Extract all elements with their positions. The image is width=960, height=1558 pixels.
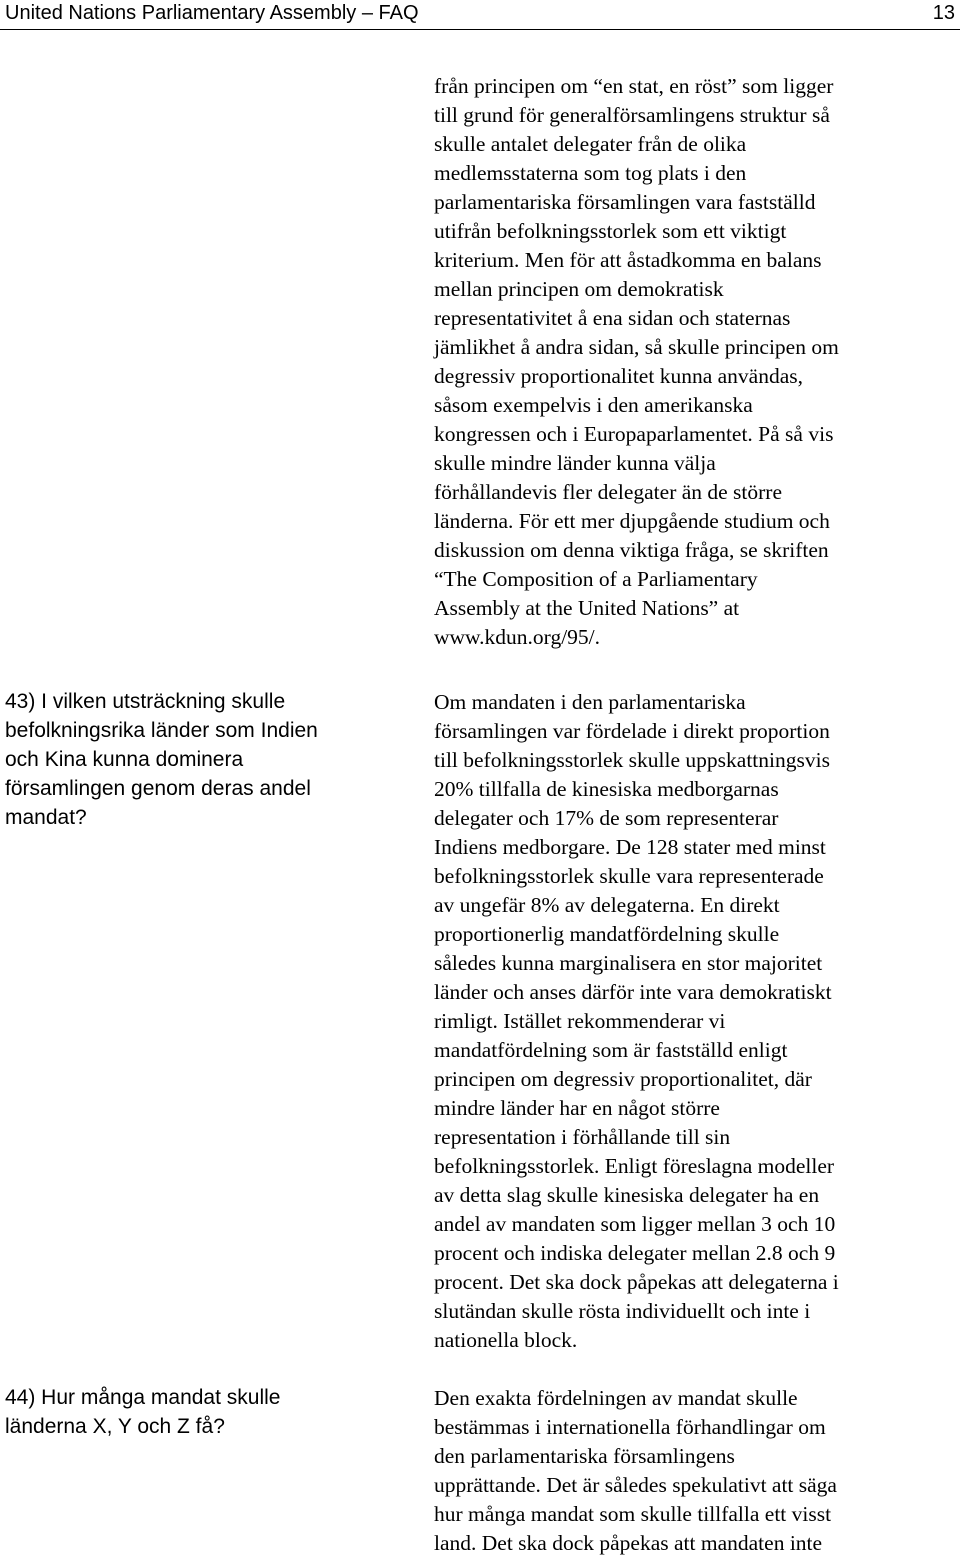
text-line: länderna. För ett mer djupgående studium och bbox=[434, 509, 830, 533]
text-line: Assembly at the United Nations” at bbox=[434, 596, 740, 620]
text-line: degressiv proportionalitet kunna användas, bbox=[434, 364, 803, 388]
text-line: principen om degressiv proportionalitet, där bbox=[434, 1067, 812, 1091]
text-line: mellan principen om demokratisk bbox=[434, 277, 724, 301]
answer-44 bbox=[434, 1384, 934, 1558]
text-line: utifrån befolkningsstorlek som ett viktigt bbox=[434, 219, 787, 243]
text-line: skulle mindre länder kunna välja bbox=[434, 451, 716, 475]
text-line: Indiens medborgare. De 128 stater med minst bbox=[434, 835, 826, 859]
text-line: länder och anses därför inte vara demokratiskt bbox=[434, 980, 832, 1004]
text-line: upprättande. Det är således spekulativt att säga bbox=[434, 1473, 837, 1497]
text-line: hur många mandat som skulle tillfalla ett visst bbox=[434, 1502, 832, 1526]
text-line: land. Det ska dock påpekas att mandaten inte bbox=[434, 1531, 823, 1555]
text-line: mandatfördelning som är fastställd enligt bbox=[434, 1038, 788, 1062]
text-line: diskussion om denna viktiga fråga, se skriften bbox=[434, 538, 829, 562]
question-line: och Kina kunna dominera bbox=[5, 748, 244, 771]
text-line: Om mandaten i den parlamentariska bbox=[434, 690, 746, 714]
text-line: representation i förhållande till sin bbox=[434, 1125, 731, 1149]
question-44 bbox=[5, 1383, 400, 1441]
question-line: länderna X, Y och Z få? bbox=[5, 1415, 225, 1438]
text-line: Den exakta fördelningen av mandat skulle bbox=[434, 1386, 798, 1410]
text-line: medlemsstaterna som tog plats i den bbox=[434, 161, 747, 185]
text-line: www.kdun.org/95/. bbox=[434, 625, 601, 649]
text-line: kriterium. Men för att åstadkomma en balans bbox=[434, 248, 822, 272]
text-line: andel av mandaten som ligger mellan 3 och 10 bbox=[434, 1212, 836, 1236]
text-line: bestämmas i internationella förhandlingar om bbox=[434, 1415, 826, 1439]
text-line: jämlikhet å andra sidan, så skulle principen om bbox=[434, 335, 839, 359]
question-line: mandat? bbox=[5, 806, 87, 829]
text-line: representativitet å ena sidan och staternas bbox=[434, 306, 791, 330]
question-line: 44) Hur många mandat skulle bbox=[5, 1386, 281, 1409]
text-line: procent och indiska delegater mellan 2.8 och 9 bbox=[434, 1241, 836, 1265]
text-line: till befolkningsstorlek skulle uppskattningsvis bbox=[434, 748, 830, 772]
text-line: till grund för generalförsamlingens struktur så bbox=[434, 103, 830, 127]
text-line: av ungefär 8% av delegaterna. En direkt bbox=[434, 893, 780, 917]
question-line: befolkningsrika länder som Indien bbox=[5, 719, 318, 742]
text-line: rimligt. Istället rekommenderar vi bbox=[434, 1009, 726, 1033]
answer-43 bbox=[434, 688, 934, 1355]
page-header bbox=[0, 0, 960, 28]
text-line: den parlamentariska församlingens bbox=[434, 1444, 735, 1468]
text-line: parlamentariska församlingen vara fastställd bbox=[434, 190, 816, 214]
continued-answer-paragraph bbox=[434, 72, 934, 652]
text-line: delegater och 17% de som representerar bbox=[434, 806, 779, 830]
text-line: proportionerlig mandatfördelning skulle bbox=[434, 922, 780, 946]
text-line: slutändan skulle rösta individuellt och inte i bbox=[434, 1299, 811, 1323]
text-line: procent. Det ska dock påpekas att delegaterna i bbox=[434, 1270, 839, 1294]
text-line: 20% tillfalla de kinesiska medborgarnas bbox=[434, 777, 779, 801]
text-line: förhållandevis fler delegater än de större bbox=[434, 480, 783, 504]
text-line: mindre länder har en något större bbox=[434, 1096, 720, 1120]
text-line: kongressen och i Europaparlamentet. På så vis bbox=[434, 422, 834, 446]
header-divider bbox=[0, 29, 960, 30]
text-line: skulle antalet delegater från de olika bbox=[434, 132, 747, 156]
question-line: församlingen genom deras andel bbox=[5, 777, 311, 800]
document-title: United Nations Parliamentary Assembly – FAQ bbox=[5, 2, 419, 24]
text-line: befolkningsstorlek skulle vara representerade bbox=[434, 864, 824, 888]
text-line: från principen om “en stat, en röst” som ligger bbox=[434, 74, 834, 98]
text-line: såsom exempelvis i den amerikanska bbox=[434, 393, 753, 417]
question-line: 43) I vilken utsträckning skulle bbox=[5, 690, 286, 713]
page-number: 13 bbox=[932, 2, 955, 24]
text-line: “The Composition of a Parliamentary bbox=[434, 567, 758, 591]
text-line: således kunna marginalisera en stor majoritet bbox=[434, 951, 823, 975]
text-line: befolkningsstorlek. Enligt föreslagna modeller bbox=[434, 1154, 835, 1178]
text-line: församlingen var fördelade i direkt proportion bbox=[434, 719, 830, 743]
text-line: av detta slag skulle kinesiska delegater ha en bbox=[434, 1183, 820, 1207]
text-line: nationella block. bbox=[434, 1328, 578, 1352]
question-43 bbox=[5, 687, 400, 832]
